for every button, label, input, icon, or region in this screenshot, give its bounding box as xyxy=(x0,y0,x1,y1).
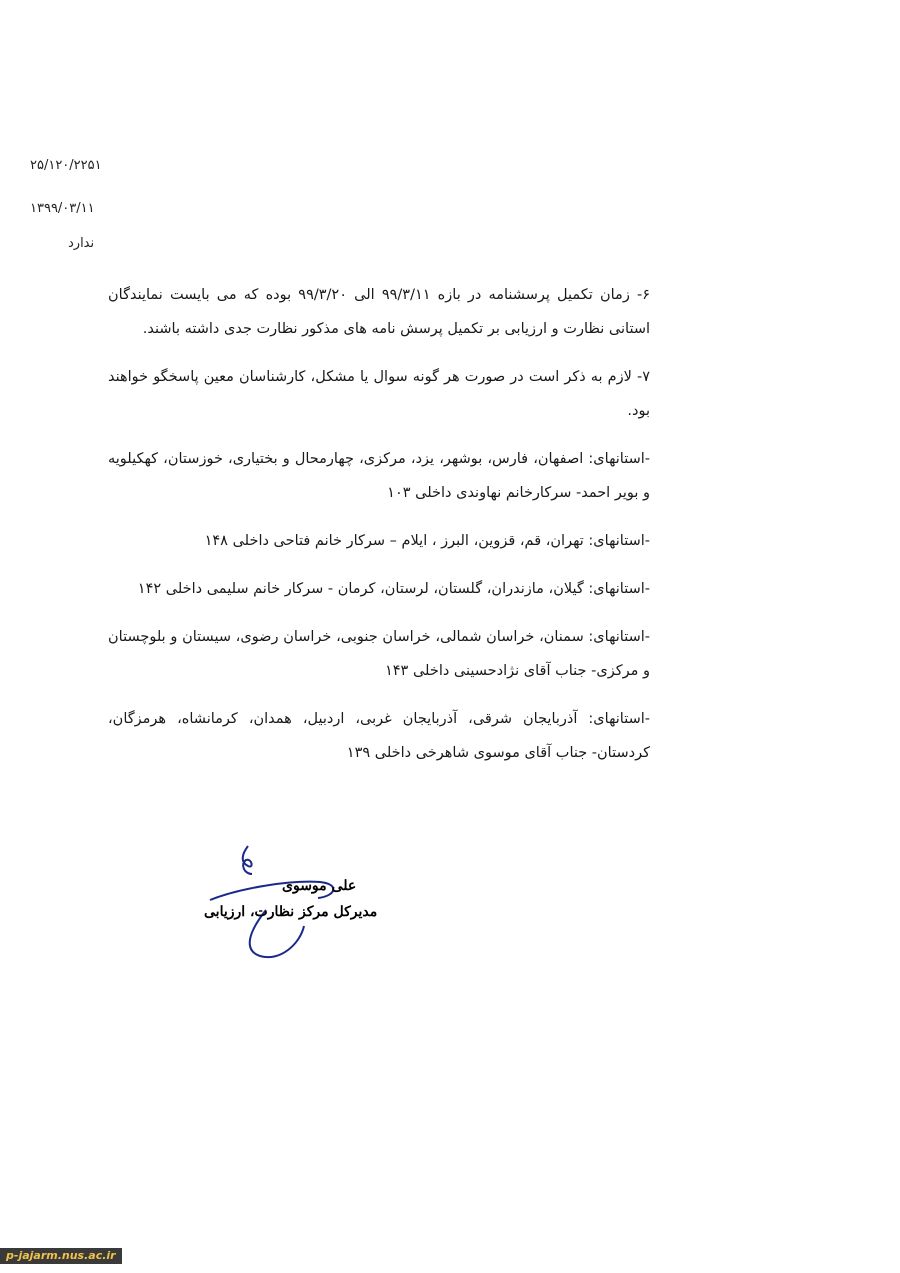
contact-group-5: -استانهای: آذربایجان شرقی، آذربایجان غربی، اردبیل، همدان، کرمانشاه، هرمزگان، کردستان- جناب آقای موسوی شاهرخی داخلی ۱۳۹ xyxy=(108,711,650,761)
source-watermark: p-jajarm.nus.ac.ir xyxy=(0,1248,122,1264)
letter-number: ۲۵/۱۲۰/۲۲۵۱ xyxy=(30,158,102,173)
contact-group-4: -استانهای: سمنان، خراسان شمالی، خراسان جنوبی، خراسان رضوی، سیستان و بلوچستان و مرکزی- جناب آقای نژادحسینی داخلی ۱۴۳ xyxy=(108,629,650,679)
letter-date: ۱۳۹۹/۰۳/۱۱ xyxy=(30,201,95,216)
signatory-title: مدیرکل مرکز نظارت، ارزیابی xyxy=(204,904,378,920)
paragraph-7: ۷- لازم به ذکر است در صورت هر گونه سوال یا مشکل، کارشناسان معین پاسخگو خواهند بود. xyxy=(108,369,650,419)
signatory-name: علی موسوی xyxy=(282,878,357,894)
signature-block xyxy=(190,840,378,970)
contact-group-2: -استانهای: تهران، قم، قزوین، البرز ، ایلام – سرکار خانم فتاحی داخلی ۱۴۸ xyxy=(204,533,650,549)
paragraph-6: ۶- زمان تکمیل پرسشنامه در بازه ۹۹/۳/۱۱ الی ۹۹/۳/۲۰ بوده که می بایست نمایندگان استانی نظارت و ارزیابی بر تکمیل پرسش نامه های مذکور نظارت جدی داشته باشند. xyxy=(108,287,650,337)
letter-attachment: ندارد xyxy=(68,236,95,251)
contact-group-3: -استانهای: گیلان، مازندران، گلستان، لرستان، کرمان - سرکار خانم سلیمی داخلی ۱۴۲ xyxy=(137,581,650,597)
contact-group-1: -استانهای: اصفهان، فارس، بوشهر، یزد، مرکزی، چهارمحال و بختیاری، خوزستان، کهکیلویه و بویر احمد- سرکارخانم نهاوندی داخلی ۱۰۳ xyxy=(108,451,650,501)
letter-body xyxy=(108,278,650,784)
